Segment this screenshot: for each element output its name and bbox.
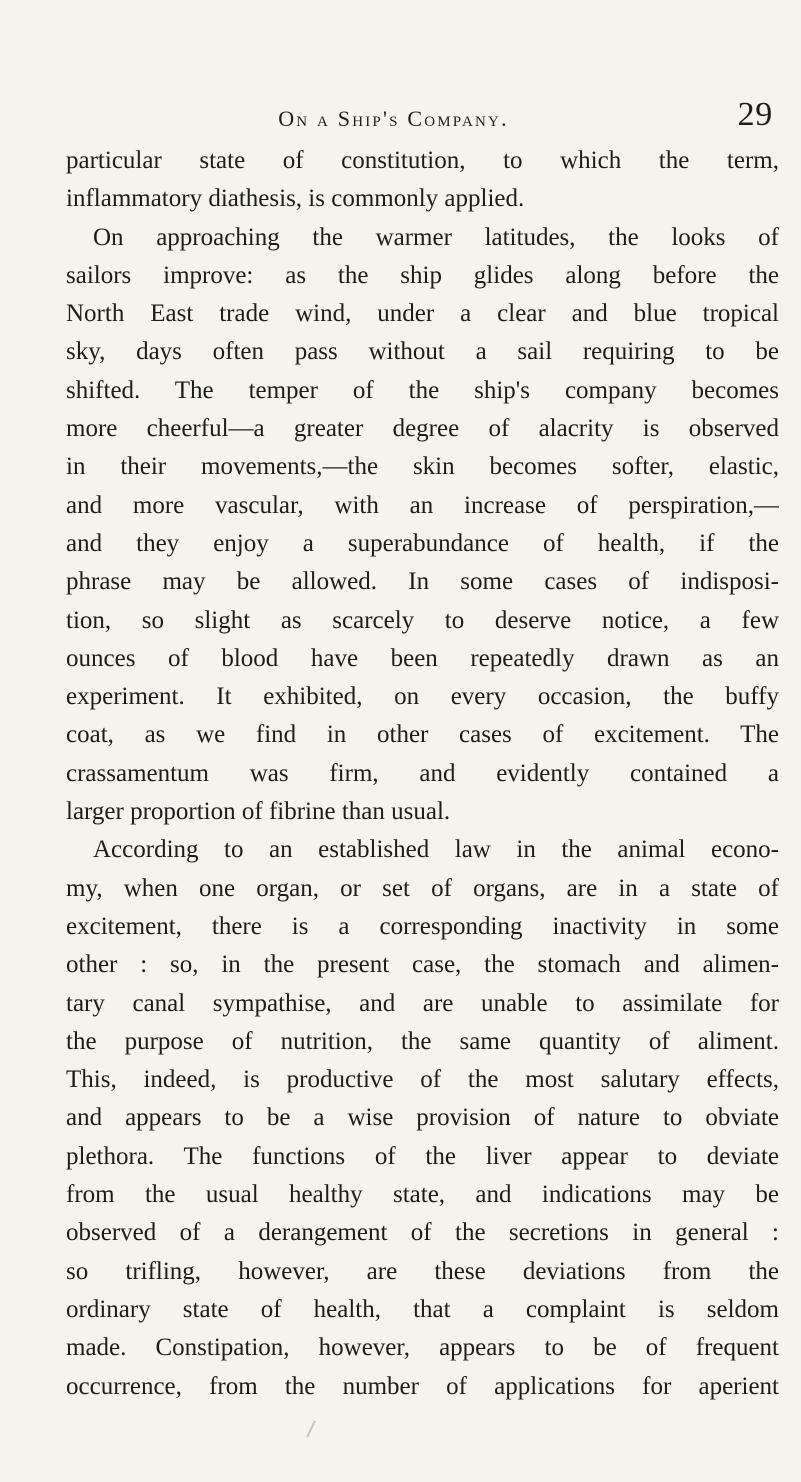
text-line: tary canal sympathise, and are unable to assimilate for [66,989,779,1017]
text-line: excitement, there is a corresponding inactivity in some [66,912,779,940]
text-line: crassamentum was firm, and evidently contained a [66,759,779,787]
text-line: sailors improve: as the ship glides along before the [66,261,779,289]
text-line: and appears to be a wise provision of nature to obviate [66,1104,779,1132]
text-line: coat, as we find in other cases of excitement. The [66,721,779,749]
text-line: observed of a derangement of the secretions in general : [66,1219,779,1247]
text-line: On approaching the warmer latitudes, the looks of [93,223,779,251]
text-line: phrase may be allowed. In some cases of indisposi- [66,568,779,596]
text-line: North East trade wind, under a clear and blue tropical [66,300,779,328]
text-line: According to an established law in the animal econo- [93,836,779,864]
text-line: larger proportion of fibrine than usual. [66,798,451,826]
text-line: inflammatory diathesis, is commonly applied. [66,185,525,213]
running-head [66,82,779,142]
text-line: shifted. The temper of the ship's company becomes [66,376,779,404]
text-line: my, when one organ, or set of organs, are in a state of [66,874,779,902]
text-line: tion, so slight as scarcely to deserve notice, a few [66,606,779,634]
text-line: occurrence, from the number of applications for aperient [66,1372,779,1400]
text-line: particular state of constitution, to which the term, [66,147,779,174]
text-line: other : so, in the present case, the stomach and alimen- [66,951,779,979]
text-line: ordinary state of health, that a complaint is seldom [66,1295,779,1323]
text-line: more cheerful—a greater degree of alacrity is observed [66,415,779,443]
text-line: in their movements,—the skin becomes softer, elastic, [66,453,779,481]
text-line: and they enjoy a superabundance of health, if the [66,529,779,557]
text-line: from the usual healthy state, and indications may be [66,1181,779,1209]
text-line: ounces of blood have been repeatedly drawn as an [66,644,779,672]
text-line: experiment. It exhibited, on every occasion, the buffy [66,683,779,711]
text-line: sky, days often pass without a sail requiring to be [66,338,779,366]
text-line: and more vascular, with an increase of perspiration,— [66,491,779,519]
book-page [0,82,801,1482]
text-line: This, indeed, is productive of the most salutary effects, [66,1066,779,1094]
page-number: 29 [737,96,773,133]
running-title: On a Ship's Company. [278,106,509,131]
text-line: made. Constipation, however, appears to be of frequent [66,1334,779,1362]
text-line: the purpose of nutrition, the same quantity of aliment. [66,1027,779,1055]
text-line: so trifling, however, are these deviations from the [66,1257,779,1285]
text-line: plethora. The functions of the liver appear to deviate [66,1142,779,1170]
body-text [66,142,779,1406]
paper-speck [306,1420,315,1437]
